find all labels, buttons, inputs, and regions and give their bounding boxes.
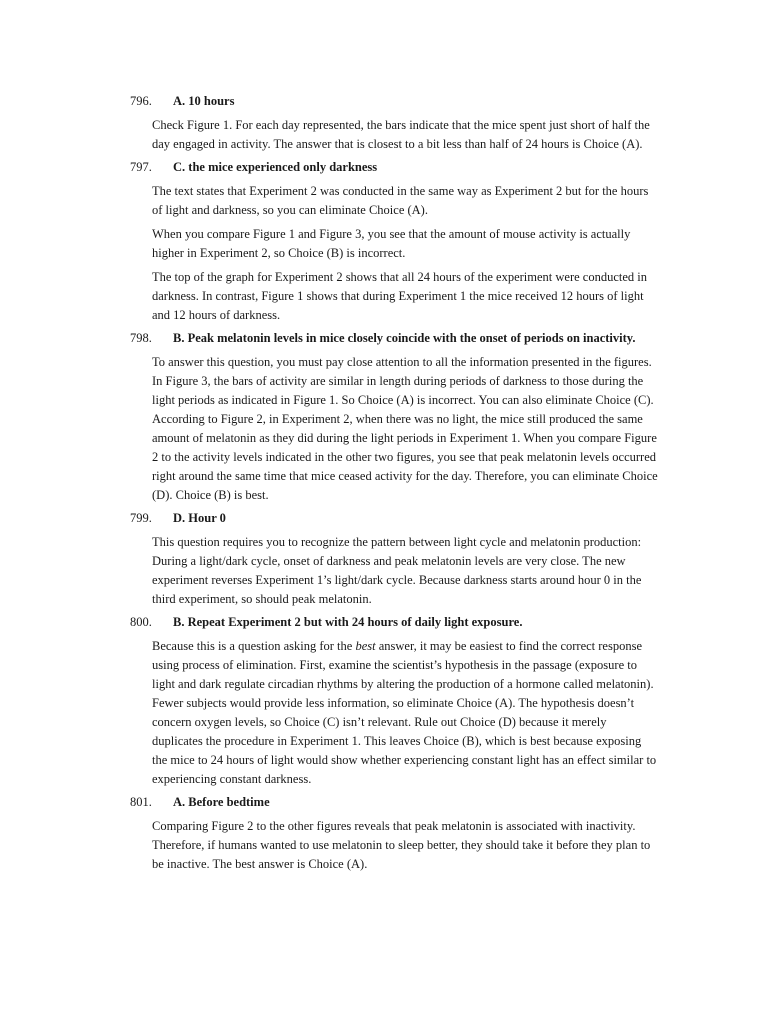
explanation-paragraph: The top of the graph for Experiment 2 shows that all 24 hours of the experiment were conducted in darkness. In contrast, Figure 1 shows that during Experiment 1 the mice received 12 hours of light and 12 hours of darkness. xyxy=(152,270,647,322)
correct-answer: A. Before bedtime xyxy=(173,795,270,809)
answer-heading xyxy=(130,613,658,632)
correct-answer: B. Peak melatonin levels in mice closely coincide with the onset of periods on inactivity. xyxy=(173,331,636,345)
explanation-paragraph: Check Figure 1. For each day represented, the bars indicate that the mice spent just short of half the day engaged in activity. The answer that is closest to a bit less than half of 24 hours is Choice (A). xyxy=(152,118,650,151)
answer-heading xyxy=(130,329,658,348)
question-number: 797. xyxy=(130,160,152,174)
emphasis-text: best xyxy=(355,639,376,653)
answer-item-797 xyxy=(130,158,658,325)
question-number: 796. xyxy=(130,94,152,108)
explanation-text: Because this is a question asking for the xyxy=(152,639,356,653)
answer-item-799 xyxy=(130,509,658,609)
question-number: 800. xyxy=(130,615,152,629)
correct-answer: A. 10 hours xyxy=(173,94,235,108)
explanation-paragraph: When you compare Figure 1 and Figure 3, you see that the amount of mouse activity is actually higher in Experiment 2, so Choice (B) is incorrect. xyxy=(152,227,631,260)
correct-answer: B. Repeat Experiment 2 but with 24 hours of daily light exposure. xyxy=(173,615,523,629)
explanation-paragraph: To answer this question, you must pay close attention to all the information presented in the figures. In Figure 3, the bars of activity are similar in length during periods of darkness to those during the light periods as indicated in Figure 1. So Choice (A) is incorrect. You can also eliminate Choice (C). According to Figure 2, in Experiment 2, when there was no light, the mice still produced the same amount of melatonin as they did during the light periods in Experiment 1. When you compare Figure 2 to the activity levels indicated in the other two figures, you see that peak melatonin levels occurred right around the same time that mice ceased activity for the day. Therefore, you can eliminate Choice (D). Choice (B) is best. xyxy=(152,355,658,502)
answer-heading xyxy=(130,793,658,812)
answer-item-800 xyxy=(130,613,658,789)
explanation-text: answer, it may be easiest to find the correct response using process of elimination. First, examine the scientist’s hypothesis in the passage (exposure to light and dark regulate circadian rhythms by altering the production of a hormone called melatonin). Fewer subjects would provide less information, so eliminate Choice (A). The hypothesis doesn’t concern oxygen levels, so Choice (C) isn’t relevant. Rule out Choice (D) because it merely duplicates the procedure in Experiment 1. This leaves Choice (B), which is best because exposing the mice to 24 hours of light would show whether experiencing constant light has an effect similar to experiencing constant darkness. xyxy=(152,639,657,786)
correct-answer: C. the mice experienced only darkness xyxy=(173,160,378,174)
question-number: 801. xyxy=(130,795,152,809)
answer-item-796 xyxy=(130,92,658,154)
answer-heading xyxy=(130,509,658,528)
explanation-paragraph: Comparing Figure 2 to the other figures reveals that peak melatonin is associated with inactivity. Therefore, if humans wanted to use melatonin to sleep better, they should take it before they plan to be inactive. The best answer is Choice (A). xyxy=(152,819,651,871)
explanation-paragraph: The text states that Experiment 2 was conducted in the same way as Experiment 2 but for the hours of light and darkness, so you can eliminate Choice (A). xyxy=(152,184,649,217)
answer-heading xyxy=(130,92,658,111)
answer-heading xyxy=(130,158,658,177)
explanation-paragraph: This question requires you to recognize the pattern between light cycle and melatonin production: During a light/dark cycle, onset of darkness and peak melatonin levels are very close. The new experiment reverses Experiment 1’s light/dark cycle. Because darkness starts around hour 0 in the third experiment, so should peak melatonin. xyxy=(152,535,642,606)
question-number: 798. xyxy=(130,331,152,345)
answer-item-798 xyxy=(130,329,658,505)
question-number: 799. xyxy=(130,511,152,525)
explanation-paragraph xyxy=(152,637,658,789)
correct-answer: D. Hour 0 xyxy=(173,511,226,525)
answer-item-801 xyxy=(130,793,658,874)
